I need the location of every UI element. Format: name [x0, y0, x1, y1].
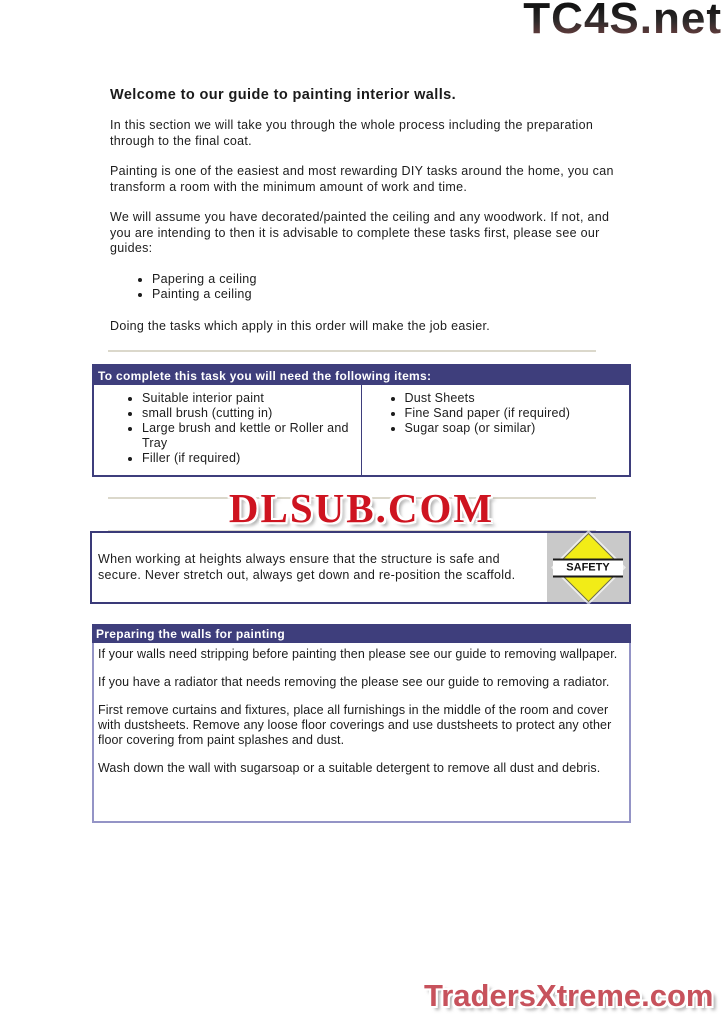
intro-paragraph-3: We will assume you have decorated/painted the ceiling and any woodwork. If not, and you are intending to then it is advisable to complete these tasks first, please see our guides:	[110, 210, 610, 255]
preparing-paragraph-1: If your walls need stripping before painting then please see our guide to removing wallpaper.	[98, 647, 618, 661]
dlsub-watermark: DLSUB.COM	[228, 485, 495, 531]
intro-paragraph-2: Painting is one of the easiest and most rewarding DIY tasks around the home, you can transform a room with the minimum amount of work and time.	[110, 164, 614, 194]
items-table-header: To complete this task you will need the following items:	[94, 366, 629, 385]
item: • Fine Sand paper (if required)	[405, 406, 628, 421]
item: • Sugar soap (or similar)	[405, 421, 628, 436]
preparing-paragraph-4: Wash down the wall with sugarsoap or a suitable detergent to remove all dust and debris.	[98, 761, 601, 775]
items-column-left	[94, 385, 362, 475]
item: • Suitable interior paint	[142, 391, 359, 406]
intro-closing-paragraph: Doing the tasks which apply in this order will make the job easier.	[110, 318, 490, 333]
safety-icon-label: SAFETY	[553, 558, 623, 577]
item: • Dust Sheets	[405, 391, 628, 406]
item: • Large brush and kettle or Roller and Tray	[142, 421, 359, 451]
tc4s-watermark: TC4S.net	[523, 0, 722, 44]
preparing-paragraph-3: First remove curtains and fixtures, place all furnishings in the middle of the room and cover with dustsheets. Remove any loose floor coverings and use dustsheets to protect any other floor covering from paint splashes and dust.	[98, 703, 612, 747]
intro-paragraph-1: In this section we will take you through the whole process including the preparation through to the final coat.	[110, 118, 594, 148]
item: • small brush (cutting in)	[142, 406, 359, 421]
preparing-section-header: Preparing the walls for painting	[92, 624, 631, 643]
page-title: Welcome to our guide to painting interior walls.	[110, 87, 457, 103]
tradersxtreme-watermark: TradersXtreme.com	[424, 978, 714, 1013]
safety-notice-box	[90, 531, 631, 604]
guide-links-list	[110, 272, 631, 303]
preparing-paragraph-2: If you have a radiator that needs removing the please see our guide to removing a radiator.	[98, 675, 610, 689]
items-column-right	[362, 385, 630, 475]
safety-icon	[547, 533, 629, 602]
items-list-left	[94, 391, 359, 466]
items-list-right	[362, 391, 628, 436]
safety-notice-text: When working at heights always ensure that the structure is safe and secure. Never stretch out, always get down and re-position the scaffold.	[98, 552, 516, 582]
items-needed-table	[92, 364, 631, 477]
item: • Filler (if required)	[142, 451, 359, 466]
guide-link-painting-ceiling: • Painting a ceiling	[152, 287, 631, 303]
intro-section	[92, 87, 631, 334]
preparing-walls-section	[92, 624, 631, 823]
preparing-section-body	[92, 643, 631, 823]
divider-line	[108, 350, 596, 352]
items-table-body	[94, 385, 629, 475]
guide-link-papering-ceiling: • Papering a ceiling	[152, 272, 631, 288]
